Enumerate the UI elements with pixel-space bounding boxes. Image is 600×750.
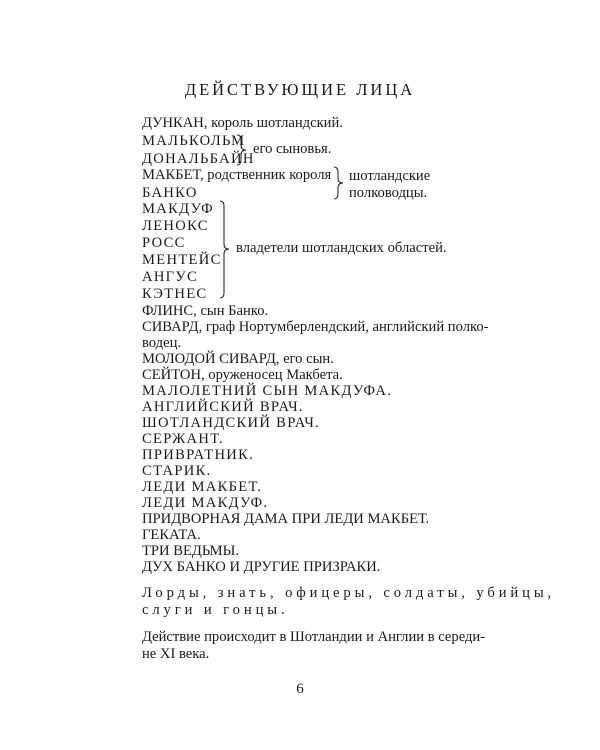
sons-note: его сыновья. bbox=[253, 141, 332, 157]
cast-hecate: ГЕКАТА. bbox=[142, 527, 201, 543]
cast-scottish-doctor: ШОТЛАНДСКИЙ ВРАЧ. bbox=[142, 415, 321, 431]
cast-menteith: МЕНТЕЙС bbox=[142, 252, 222, 268]
cast-porter: ПРИВРАТНИК. bbox=[142, 447, 255, 463]
cast-angus: АНГУС bbox=[142, 269, 199, 285]
cast-young-siward: МОЛОДОЙ СИВАРД, его сын. bbox=[142, 351, 334, 367]
thanes-brace bbox=[219, 200, 233, 300]
page-title: ДЕЙСТВУЮЩИЕ ЛИЦА bbox=[184, 80, 416, 99]
cast-english-doctor: АНГЛИЙСКИЙ ВРАЧ. bbox=[142, 399, 304, 415]
cast-witches: ТРИ ВЕДЬМЫ. bbox=[142, 543, 239, 559]
cast-lady-macduff: ЛЕДИ МАКДУФ. bbox=[142, 495, 269, 511]
extras-line-2: слуги и гонцы. bbox=[142, 602, 289, 618]
cast-old-man: СТАРИК. bbox=[142, 463, 212, 479]
cast-lennox: ЛЕНОКС bbox=[142, 218, 209, 234]
cast-macbeth: МАКБЕТ, родственник короля bbox=[142, 167, 332, 183]
cast-ross: РОСС bbox=[142, 235, 186, 251]
sons-brace bbox=[236, 134, 250, 166]
generals-note-line-1: шотландские bbox=[349, 168, 431, 184]
cast-lady-macbeth: ЛЕДИ МАКБЕТ. bbox=[142, 479, 263, 495]
extras-line-1: Лорды, знать, офицеры, солдаты, убийцы, bbox=[142, 585, 556, 601]
cast-fleance: ФЛИНС, сын Банко. bbox=[142, 303, 269, 319]
thanes-note: владетели шотландских областей. bbox=[236, 240, 447, 256]
setting-line-2: не XI века. bbox=[142, 646, 210, 662]
cast-macduff: МАКДУФ bbox=[142, 201, 214, 217]
cast-macduff-son: МАЛОЛЕТНИЙ СЫН МАКДУФА. bbox=[142, 383, 393, 399]
cast-donalbain: ДОНАЛЬБАЙН bbox=[142, 151, 255, 167]
cast-caithness: КЭТНЕС bbox=[142, 286, 208, 302]
setting-line-1: Действие происходит в Шотландии и Англии в середи- bbox=[142, 629, 486, 645]
cast-gentlewoman: ПРИДВОРНАЯ ДАМА ПРИ ЛЕДИ МАКБЕТ. bbox=[142, 511, 430, 527]
cast-siward-line-1: СИВАРД, граф Нортумберлендский, английский полко- bbox=[142, 319, 489, 335]
cast-ghost: ДУХ БАНКО И ДРУГИЕ ПРИЗРАКИ. bbox=[142, 559, 381, 575]
generals-note-line-2: полководцы. bbox=[349, 185, 428, 201]
cast-siward-line-2: водец. bbox=[142, 335, 182, 351]
cast-banquo: БАНКО bbox=[142, 185, 198, 201]
generals-brace bbox=[333, 166, 347, 200]
cast-seyton: СЕЙТОН, оруженосец Макбета. bbox=[142, 367, 343, 383]
cast-duncan: ДУНКАН, король шотландский. bbox=[142, 115, 343, 131]
page-number: 6 bbox=[296, 681, 304, 697]
cast-malcolm: МАЛЬКОЛЬМ bbox=[142, 133, 246, 149]
cast-sergeant: СЕРЖАНТ. bbox=[142, 431, 224, 447]
